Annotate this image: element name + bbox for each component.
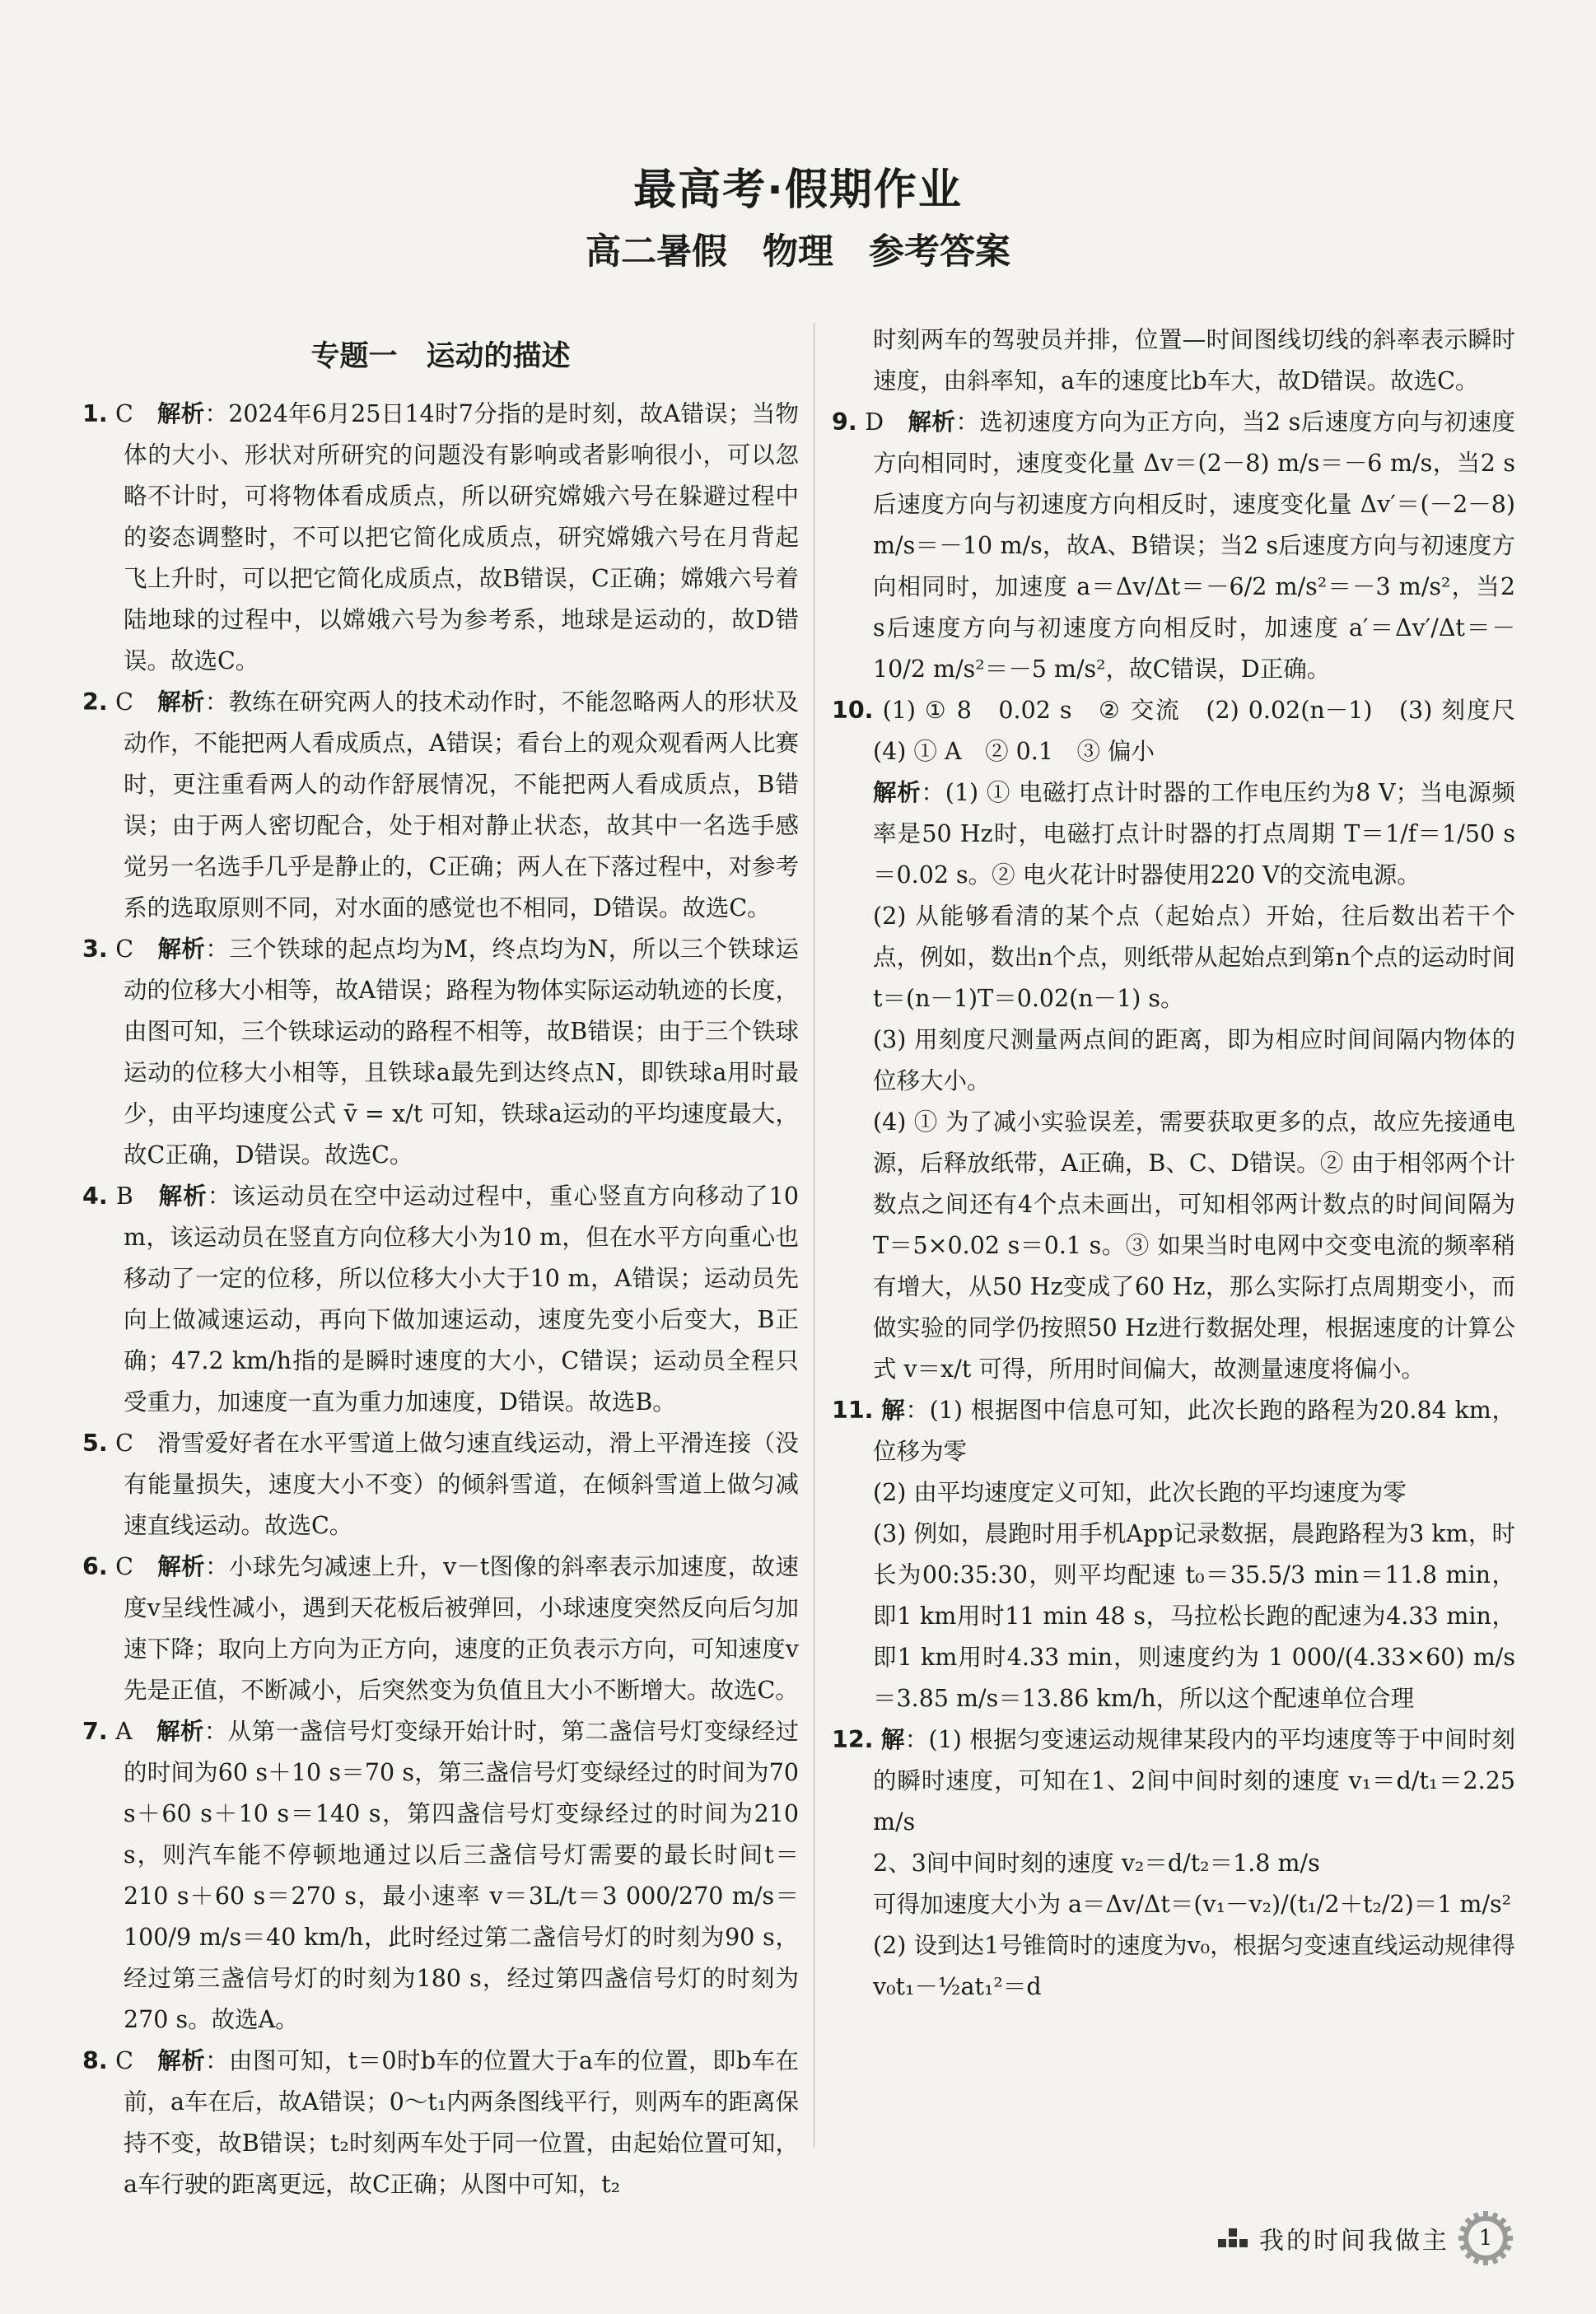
- solution-text: 2、3间中间时刻的速度 v₂＝d/t₂＝1.8 m/s: [873, 1850, 1320, 1877]
- item-number: 1.: [82, 400, 108, 427]
- explanation-text: (4) ① 为了减小实验误差，需要获取更多的点，故应先接通电源，后释放纸带，A正确，B、C、D错误。② 由于相邻两个计数点之间还有4个点未画出，可知相邻两计数点的时间间隔为 T＝5×0.02 s＝0.1 s。③ 如果当时电网中交变电流的频率稍有增大，从50 Hz变成了60 Hz，那么实际打点周期变小，而做实验的同学仍按照50 Hz进行数据处理，根据速度的计算公式 v＝x/t 可得，所用时间偏大，故测量速度将偏小。: [873, 1108, 1515, 1383]
- solution-text: (1) 根据匀变速运动规律某段内的平均速度等于中间时刻的瞬时速度，可知在1、2间中间时刻的速度 v₁＝d/t₁＝2.25 m/s: [873, 1726, 1515, 1836]
- analysis-label: 解析: [157, 935, 206, 963]
- solution-line: [832, 1514, 1515, 1719]
- item-text: 从第一盏信号灯变绿开始计时，第二盏信号灯变绿经过的时间为60 s＋10 s＝70 s，第三盏信号灯变绿经过的时间为70 s＋60 s＋10 s＝140 s，第四盏信号灯变绿经过的时间为210 s，则汽车能不停顿地通过以后三盏信号灯需要的最长时间t＝210 s＋60 s＝270 s，最小速率 v＝3L/t＝3 000/270 m/s＝100/9 m/s＝40 km/h，此时经过第二盏信号灯的时刻为90 s，经过第三盏信号灯的时刻为180 s，经过第四盏信号灯的时刻为270 s。故选A。: [124, 1718, 799, 2033]
- item-answer: C: [115, 1553, 133, 1580]
- answer-item: 7. A 解析：从第一盏信号灯变绿开始计时，第二盏信号灯变绿经过的时间为60 s＋10 s＝70 s，第三盏信号灯变绿经过的时间为70 s＋60 s＋10 s＝140 s，第四盏信号灯变绿经过的时间为210 s，则汽车能不停顿地通过以后三盏信号灯需要的最长时间t＝210 s＋60 s＝270 s，最小速率 v＝3L/t＝3 000/270 m/s＝100/9 m/s＝40 km/h，此时经过第二盏信号灯的时刻为90 s，经过第三盏信号灯的时刻为180 s，经过第四盏信号灯的时刻为270 s。故选A。: [82, 1718, 799, 2033]
- answer-item: 6. C 解析：小球先匀减速上升，v－t图像的斜率表示加速度，故速度v呈线性减小，遇到天花板后被弹回，小球速度突然反向后匀加速下降；取向上方向为正方向，速度的正负表示方向，可知速度v先是正值，不断减小，后突然变为负值且大小不断增大。故选C。: [82, 1553, 799, 1704]
- item-number: 10.: [832, 697, 874, 724]
- explanation-text: (3) 用刻度尺测量两点间的距离，即为相应时间间隔内物体的位移大小。: [873, 1026, 1515, 1094]
- answer-item: 8. C 解析：由图可知，t＝0时b车的位置大于a车的位置，即b车在前，a车在后，故A错误；0～t₁内两条图线平行，则两车的距离保持不变，故B错误；t₂时刻两车处于同一位置，由起始位置可知，a车行驶的距离更远，故C正确；从图中可知，t₂: [82, 2047, 799, 2198]
- item-number: 9.: [832, 408, 857, 436]
- answer-item: [832, 320, 1515, 402]
- answer-item: 1. C 解析：2024年6月25日14时7分指的是时刻，故A错误；当物体的大小、形状对所研究的问题没有影响或者影响很小，可以忽略不计时，可将物体看成质点，所以研究嫦娥六号在躲避过程中的姿态调整时，不可以把它简化成质点，研究嫦娥六号在月背起飞上升时，可以把它简化成质点，故B错误，C正确；嫦娥六号着陆地球的过程中，以嫦娥六号为参考系，地球是运动的，故D错误。故选C。: [82, 400, 799, 674]
- analysis-label: 解析: [157, 2047, 206, 2074]
- item-text: 该运动员在空中运动过程中，重心竖直方向移动了10 m，该运动员在竖直方向位移大小为10 m，但在水平方向重心也移动了一定的位移，所以位移大小大于10 m，A错误；运动员先向上做减速运动，再向下做加速运动，速度先变小后变大，B正确；47.2 km/h指的是瞬时速度的大小，C错误；运动员全程只受重力，加速度一直为重力加速度，D错误。故选B。: [124, 1183, 799, 1416]
- explanation-text: (1) ① 电磁打点计时器的工作电压约为8 V；当电源频率是50 Hz时，电磁打点计时器的打点周期 T＝1/f＝1/50 s＝0.02 s。② 电火花计时器使用220 V的交流电源。: [873, 779, 1515, 889]
- main-title: 最高考·假期作业: [633, 166, 963, 215]
- solution-line: [832, 1843, 1515, 1884]
- solution-line: 12. 解：(1) 根据匀变速运动规律某段内的平均速度等于中间时刻的瞬时速度，可知在1、2间中间时刻的速度 v₁＝d/t₁＝2.25 m/s: [832, 1726, 1515, 1836]
- item-answer: C: [115, 1430, 133, 1457]
- item-number: 12.: [832, 1726, 874, 1753]
- squares-icon: [1218, 2228, 1251, 2249]
- solution-text: (1) 根据图中信息可知，此次长跑的路程为20.84 km，位移为零: [873, 1397, 1515, 1465]
- item-number: 8.: [82, 2047, 108, 2074]
- item-number: 4.: [82, 1183, 108, 1210]
- item10-explanation: 解析：(1) ① 电磁打点计时器的工作电压约为8 V；当电源频率是50 Hz时，电磁打点计时器的打点周期 T＝1/f＝1/50 s＝0.02 s。② 电火花计时器使用220 V的交流电源。: [873, 779, 1515, 889]
- footer-slogan: 我的时间我做主: [1259, 2227, 1449, 2256]
- item-answer: B: [115, 1183, 133, 1210]
- item-number: 7.: [82, 1718, 108, 1745]
- item-text: 滑雪爱好者在水平雪道上做匀速直线运动，滑上平滑连接（没有能量损失，速度大小不变）的倾斜雪道，在倾斜雪道上做匀减速直线运动。故选C。: [124, 1430, 799, 1539]
- item-answer: C: [115, 400, 133, 427]
- item-text: 教练在研究两人的技术动作时，不能忽略两人的形状及动作，不能把两人看成质点，A错误；看台上的观众观看两人比赛时，更注重看两人的动作舒展情况，不能把两人看成质点，B错误；由于两人密切配合，处于相对静止状态，故其中一名选手感觉另一名选手几乎是静止的，C正确；两人在下落过程中，对参考系的选取原则不同，对水面的感觉也不相同，D错误。故选C。: [124, 688, 799, 921]
- analysis-label: 解析: [157, 1553, 206, 1580]
- page-number: 1: [1478, 2226, 1493, 2251]
- analysis-label: 解析: [873, 779, 922, 806]
- item-answer: C: [115, 688, 133, 716]
- answer-item: 9. D 解析：选初速度方向为正方向，当2 s后速度方向与初速度方向相同时，速度变化量 Δv＝(2－8) m/s＝－6 m/s，当2 s后速度方向与初速度方向相反时，速度变化量 Δv′＝(－2－8) m/s＝－10 m/s，故A、B错误；当2 s后速度方向与初速度方向相同时，加速度 a＝Δv/Δt＝－6/2 m/s²＝－3 m/s²，当2 s后速度方向与初速度方向相反时，加速度 a′＝Δv′/Δt＝－10/2 m/s²＝－5 m/s²，故C错误，D正确。: [832, 408, 1515, 683]
- answer-item: [82, 1423, 799, 1547]
- item-text: 三个铁球的起点均为M，终点均为N，所以三个铁球运动的位移大小相等，故A错误；路程为物体实际运动轨迹的长度，由图可知，三个铁球运动的路程不相等，故B错误；由于三个铁球运动的位移大小相等，且铁球a最先到达终点N，即铁球a用时最少，由平均速度公式 v̄ = x/t 可知，铁球a运动的平均速度最大，故C正确，D错误。故选C。: [124, 935, 799, 1169]
- item-text: 2024年6月25日14时7分指的是时刻，故A错误；当物体的大小、形状对所研究的问题没有影响或者影响很小，可以忽略不计时，可将物体看成质点，所以研究嫦娥六号在躲避过程中的姿态调整时，不可以把它简化成质点，研究嫦娥六号在月背起飞上升时，可以把它简化成质点，故B错误，C正确；嫦娥六号着陆地球的过程中，以嫦娥六号为参考系，地球是运动的，故D错误。故选C。: [124, 400, 799, 674]
- item10-explanation: [832, 1102, 1515, 1390]
- item-number: 11.: [832, 1397, 874, 1424]
- analysis-label: 解析: [158, 1183, 208, 1210]
- solution-line: [832, 1925, 1515, 2008]
- answer-item: 3. C 解析：三个铁球的起点均为M，终点均为N，所以三个铁球运动的位移大小相等，故A错误；路程为物体实际运动轨迹的长度，由图可知，三个铁球运动的路程不相等，故B错误；由于三个铁球运动的位移大小相等，且铁球a最先到达终点N，即铁球a用时最少，由平均速度公式 v̄ = x/t 可知，铁球a运动的平均速度最大，故C正确，D错误。故选C。: [82, 935, 799, 1169]
- item-text: 由图可知，t＝0时b车的位置大于a车的位置，即b车在前，a车在后，故A错误；0～t₁内两条图线平行，则两车的距离保持不变，故B错误；t₂时刻两车处于同一位置，由起始位置可知，a车行驶的距离更远，故C正确；从图中可知，t₂: [124, 2047, 799, 2198]
- item-answer: C: [115, 2047, 133, 2074]
- solution-line: [832, 1472, 1515, 1514]
- item-number: 6.: [82, 1553, 108, 1580]
- solution-label: 解: [881, 1397, 906, 1424]
- item-text: 时刻两车的驾驶员并排，位置—时间图线切线的斜率表示瞬时速度，由斜率知，a车的速度比b车大，故D错误。故选C。: [873, 326, 1515, 394]
- item-answer: (1) ① 8 0.02 s ② 交流 (2) 0.02(n－1) (3) 刻度尺 (4) ① A ② 0.1 ③ 偏小: [873, 697, 1539, 765]
- solution-line: 11. 解：(1) 根据图中信息可知，此次长跑的路程为20.84 km，位移为零: [832, 1397, 1515, 1465]
- page-badge: [1458, 2210, 1514, 2266]
- analysis-label: 解析: [156, 1718, 204, 1745]
- item-text: 小球先匀减速上升，v－t图像的斜率表示加速度，故速度v呈线性减小，遇到天花板后被弹回，小球速度突然反向后匀加速下降；取向上方向为正方向，速度的正负表示方向，可知速度v先是正值，不断减小，后突然变为负值且大小不断增大。故选C。: [124, 1553, 799, 1704]
- item10-explanation: [832, 1019, 1515, 1102]
- item-answer: C: [115, 935, 134, 963]
- explanation-text: (2) 从能够看清的某个点（起始点）开始，往后数出若干个点，例如，数出n个点，则纸带从起始点到第n个点的运动时间 t＝(n－1)T＝0.02(n－1) s。: [873, 903, 1515, 1012]
- answer-item: 4. B 解析：该运动员在空中运动过程中，重心竖直方向移动了10 m，该运动员在竖直方向位移大小为10 m，但在水平方向重心也移动了一定的位移，所以位移大小大于10 m，A错误；运动员先向上做减速运动，再向下做加速运动，速度先变小后变大，B正确；47.2 km/h指的是瞬时速度的大小，C错误；运动员全程只受重力，加速度一直为重力加速度，D错误。故选B。: [82, 1183, 799, 1416]
- answer-item: [832, 690, 1539, 772]
- analysis-label: 解析: [156, 400, 205, 427]
- analysis-label: 解析: [908, 408, 956, 436]
- answer-item: 2. C 解析：教练在研究两人的技术动作时，不能忽略两人的形状及动作，不能把两人看成质点，A错误；看台上的观众观看两人比赛时，更注重看两人的动作舒展情况，不能把两人看成质点，B错误；由于两人密切配合，处于相对静止状态，故其中一名选手感觉另一名选手几乎是静止的，C正确；两人在下落过程中，对参考系的选取原则不同，对水面的感觉也不相同，D错误。故选C。: [82, 688, 799, 921]
- item-answer: A: [115, 1718, 133, 1745]
- item10-explanation: [832, 896, 1515, 1019]
- solution-text: 可得加速度大小为 a＝Δv/Δt＝(v₁－v₂)/(t₁/2＋t₂/2)＝1 m/s²: [873, 1891, 1512, 1918]
- section-title: 专题一 运动的描述: [310, 340, 571, 373]
- solution-text: (2) 由平均速度定义可知，此次长跑的平均速度为零: [873, 1479, 1407, 1506]
- page-footer: [1218, 2205, 1514, 2271]
- solution-text: (2) 设到达1号锥筒时的速度为v₀，根据匀变速直线运动规律得 v₀t₁－½at₁²＝d: [873, 1932, 1515, 2000]
- solution-line: [832, 1884, 1515, 1925]
- analysis-label: 解析: [157, 688, 205, 716]
- item-number: 2.: [82, 688, 108, 716]
- item-number: 3.: [82, 935, 108, 963]
- item-answer: D: [865, 408, 884, 436]
- right-column: [832, 320, 1539, 2008]
- solution-text: (3) 例如，晨跑时用手机App记录数据，晨跑路程为3 km，时长为00:35:30，则平均配速 t₀＝35.5/3 min＝11.8 min，即1 km用时11 min 48 s，马拉松长跑的配速为4.33 min，即1 km用时4.33 min，则速度约为 1 000/(4.33×60) m/s＝3.85 m/s＝13.86 km/h，所以这个配速单位合理: [873, 1520, 1515, 1712]
- item-text: 选初速度方向为正方向，当2 s后速度方向与初速度方向相同时，速度变化量 Δv＝(2－8) m/s＝－6 m/s，当2 s后速度方向与初速度方向相反时，速度变化量 Δv′＝(－2－8) m/s＝－10 m/s，故A、B错误；当2 s后速度方向与初速度方向相同时，加速度 a＝Δv/Δt＝－6/2 m/s²＝－3 m/s²，当2 s后速度方向与初速度方向相反时，加速度 a′＝Δv′/Δt＝－10/2 m/s²＝－5 m/s²，故C错误，D正确。: [873, 408, 1515, 683]
- item-number: 5.: [82, 1430, 108, 1457]
- sub-title: 高二暑假 物理 参考答案: [586, 231, 1010, 273]
- solution-label: 解: [880, 1726, 905, 1753]
- left-column: [82, 329, 799, 2205]
